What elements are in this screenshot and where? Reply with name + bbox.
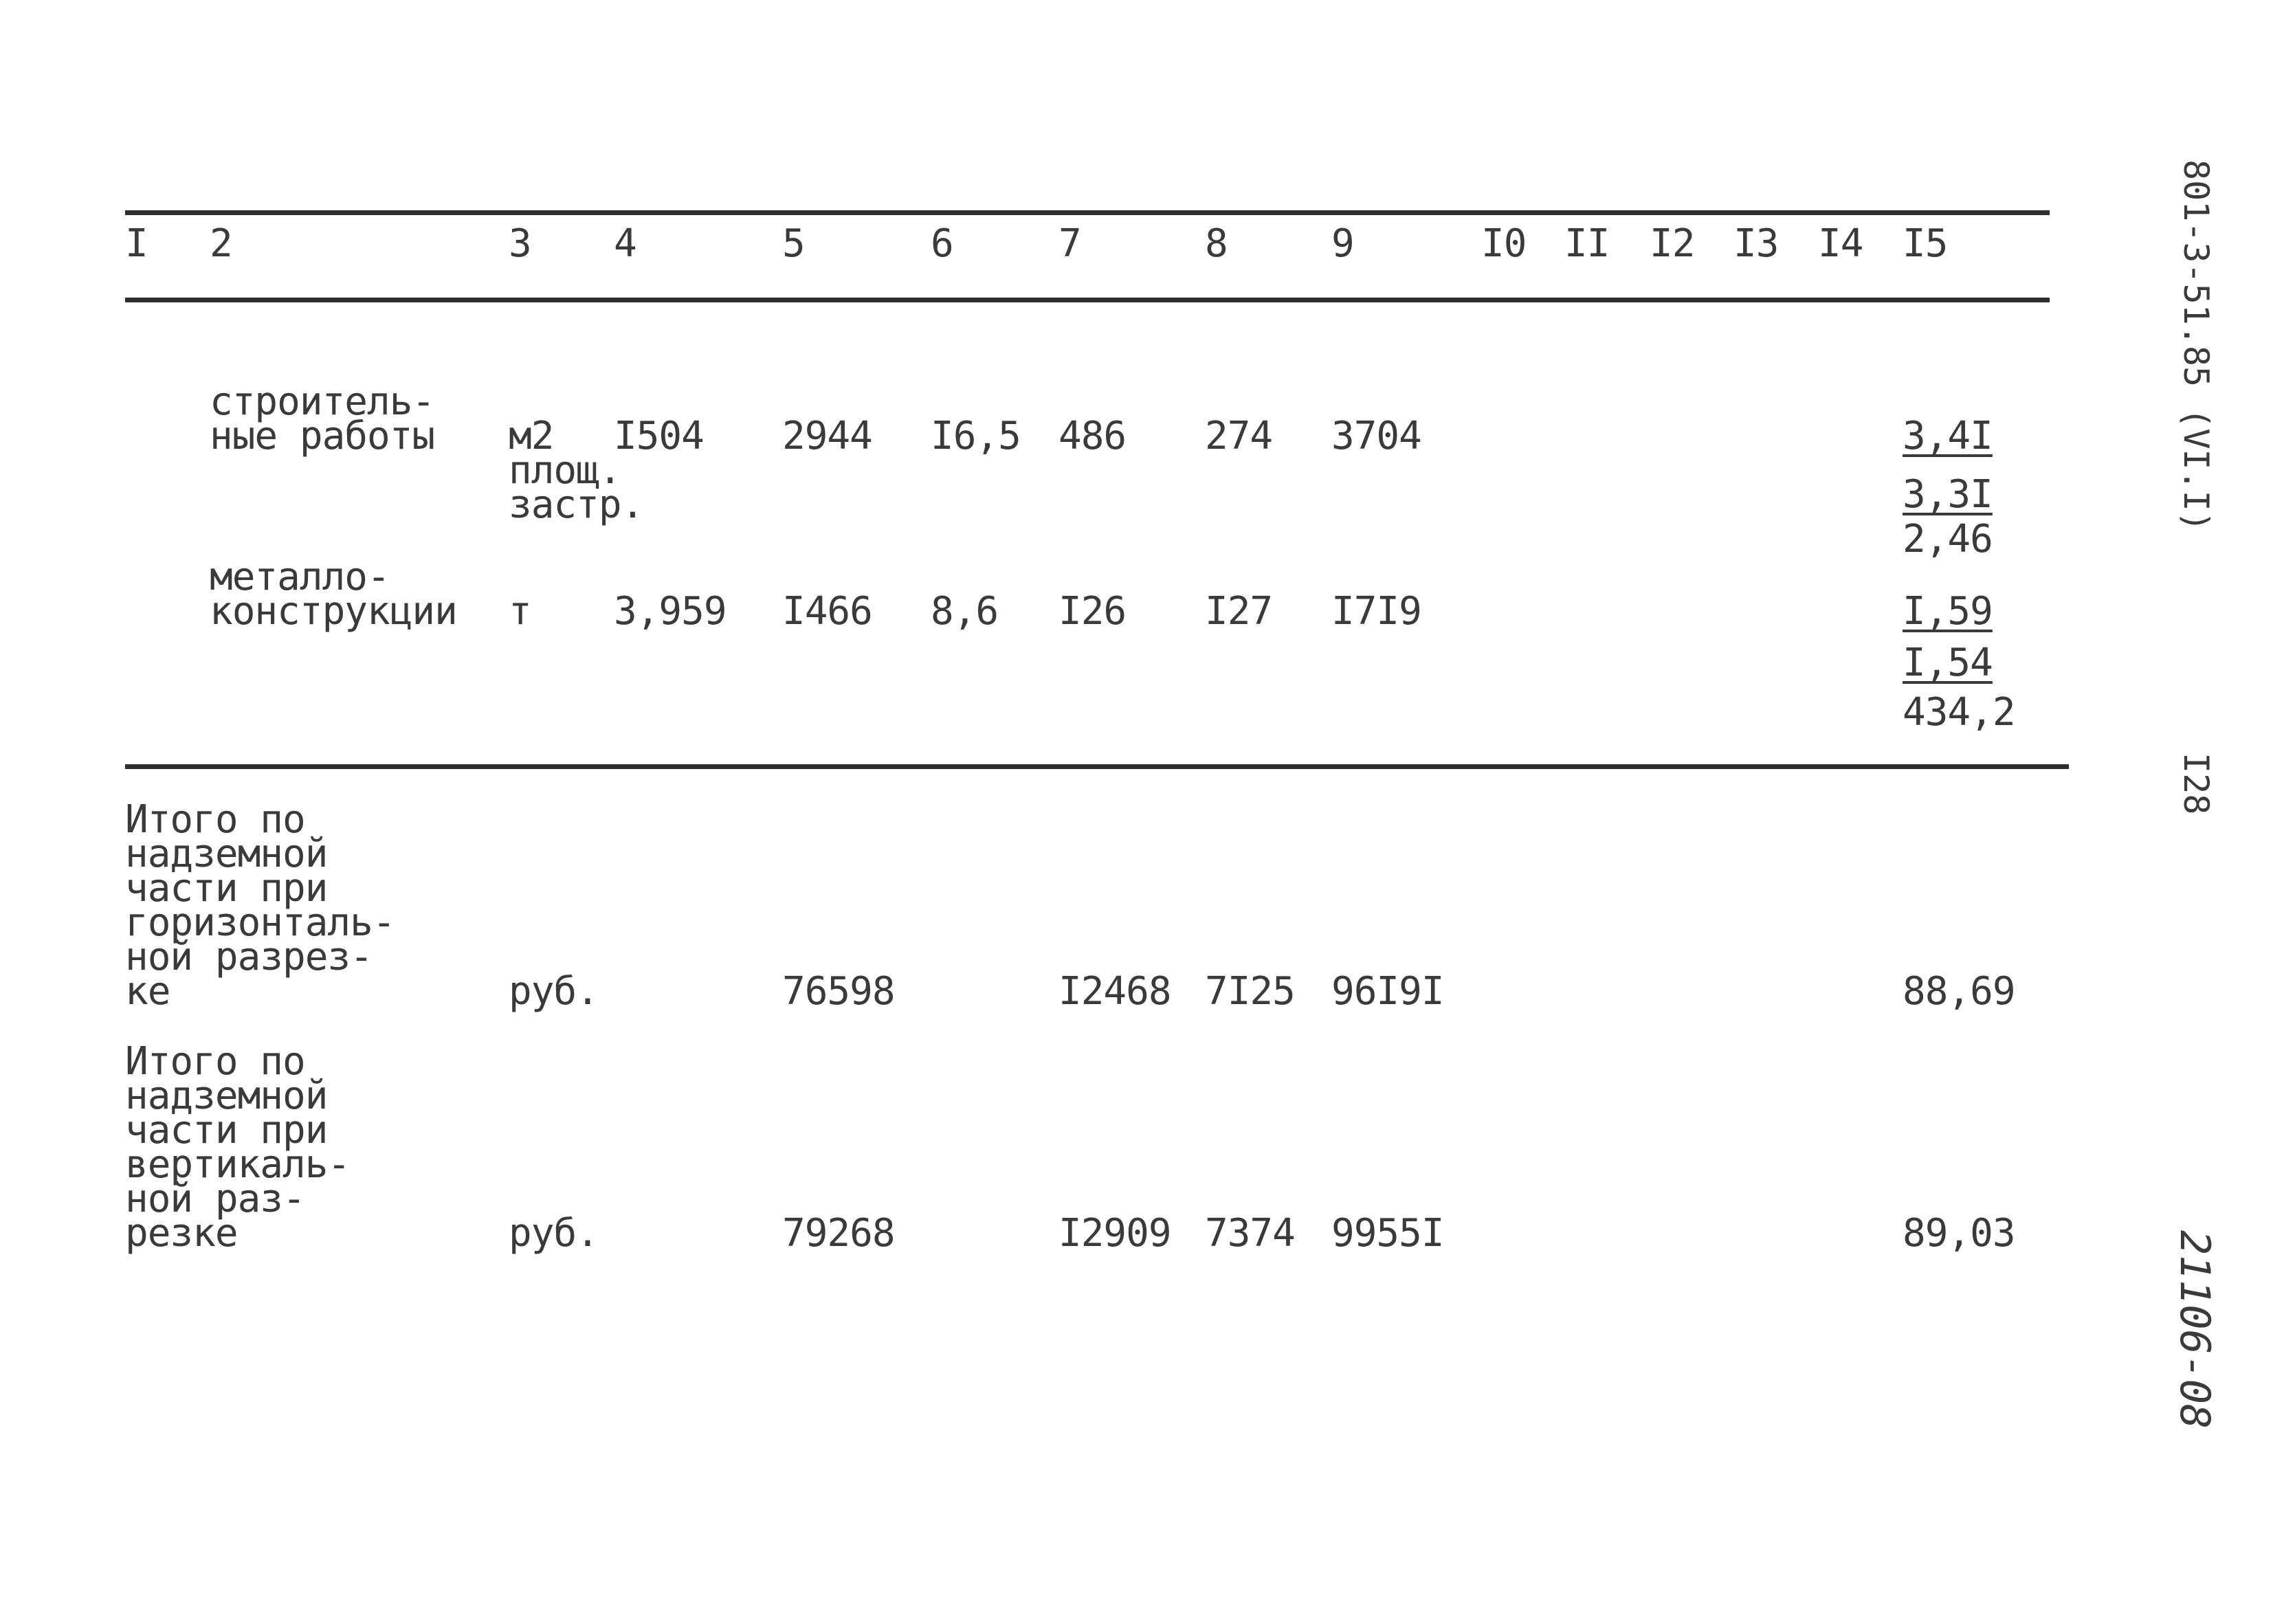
- header-bottom-rule: [125, 298, 2050, 302]
- total-col-9: 96I9I: [1331, 969, 1444, 1014]
- total-unit: руб.: [509, 1211, 599, 1256]
- row-unit: м2 площ. застр.: [509, 414, 644, 527]
- cell-col-6: I6,5: [931, 414, 1021, 458]
- col-header-2: 2: [210, 221, 232, 266]
- col-header-11: II: [1564, 221, 1610, 266]
- cell-col-15-value-3: 2,46: [1903, 517, 1993, 561]
- document-code: 801-3-51.85 (VI.I): [2176, 159, 2216, 532]
- col-header-10: I0: [1481, 221, 1527, 266]
- cell-col-9: 3704: [1331, 414, 1421, 458]
- col-header-13: I3: [1733, 221, 1779, 266]
- cell-col-9: I7I9: [1331, 589, 1421, 634]
- total-col-8: 7374: [1205, 1211, 1295, 1256]
- col-header-6: 6: [931, 221, 953, 266]
- col-header-1: I: [125, 221, 148, 266]
- cell-col-8: 274: [1205, 414, 1273, 458]
- cell-col-15-value-1: 3,4I: [1903, 414, 1993, 458]
- section-rule: [125, 764, 2069, 769]
- total-col-9: 9955I: [1331, 1211, 1444, 1256]
- total-col-5: 76598: [782, 969, 895, 1014]
- row-name: металло- конструкции: [210, 555, 457, 634]
- total-col-8: 7I25: [1205, 969, 1295, 1014]
- cell-col-4: I504: [614, 414, 704, 458]
- total-col-15: 89,03: [1903, 1211, 2015, 1256]
- row-unit: т: [509, 589, 531, 634]
- sheet-code: 21106-08: [2171, 1230, 2219, 1429]
- cell-col-6: 8,6: [931, 589, 999, 634]
- total-unit: руб.: [509, 969, 599, 1014]
- col-header-7: 7: [1058, 221, 1081, 266]
- cell-col-15-value-2: I,54: [1903, 641, 1993, 685]
- col-header-14: I4: [1818, 221, 1863, 266]
- row-name: строитель- ные работы: [210, 379, 435, 458]
- col-header-9: 9: [1331, 221, 1354, 266]
- page-number: I28: [2176, 753, 2216, 815]
- cell-col-4: 3,959: [614, 589, 727, 634]
- col-header-15: I5: [1903, 221, 1948, 266]
- cell-col-15-value-3: 434,2: [1903, 690, 2015, 735]
- cell-col-5: I466: [782, 589, 872, 634]
- col-header-3: 3: [509, 221, 531, 266]
- cell-col-7: I26: [1058, 589, 1127, 634]
- cell-col-15-value-1: I,59: [1903, 589, 1993, 634]
- total-name: Итого по надземной части при вертикаль- ной раз- резке: [125, 1039, 351, 1256]
- col-header-8: 8: [1205, 221, 1228, 266]
- cell-col-8: I27: [1205, 589, 1273, 634]
- total-col-5: 79268: [782, 1211, 895, 1256]
- top-rule: [125, 210, 2050, 215]
- cell-col-15-value-2: 3,3I: [1903, 472, 1993, 517]
- cell-col-5: 2944: [782, 414, 872, 458]
- total-col-7: I2909: [1058, 1211, 1171, 1256]
- col-header-12: I2: [1650, 221, 1695, 266]
- total-name: Итого по надземной части при горизонталь- ной разрез- ке: [125, 797, 395, 1014]
- col-header-4: 4: [614, 221, 636, 266]
- cell-col-7: 486: [1058, 414, 1127, 458]
- total-col-7: I2468: [1058, 969, 1171, 1014]
- col-header-5: 5: [782, 221, 805, 266]
- total-col-15: 88,69: [1903, 969, 2015, 1014]
